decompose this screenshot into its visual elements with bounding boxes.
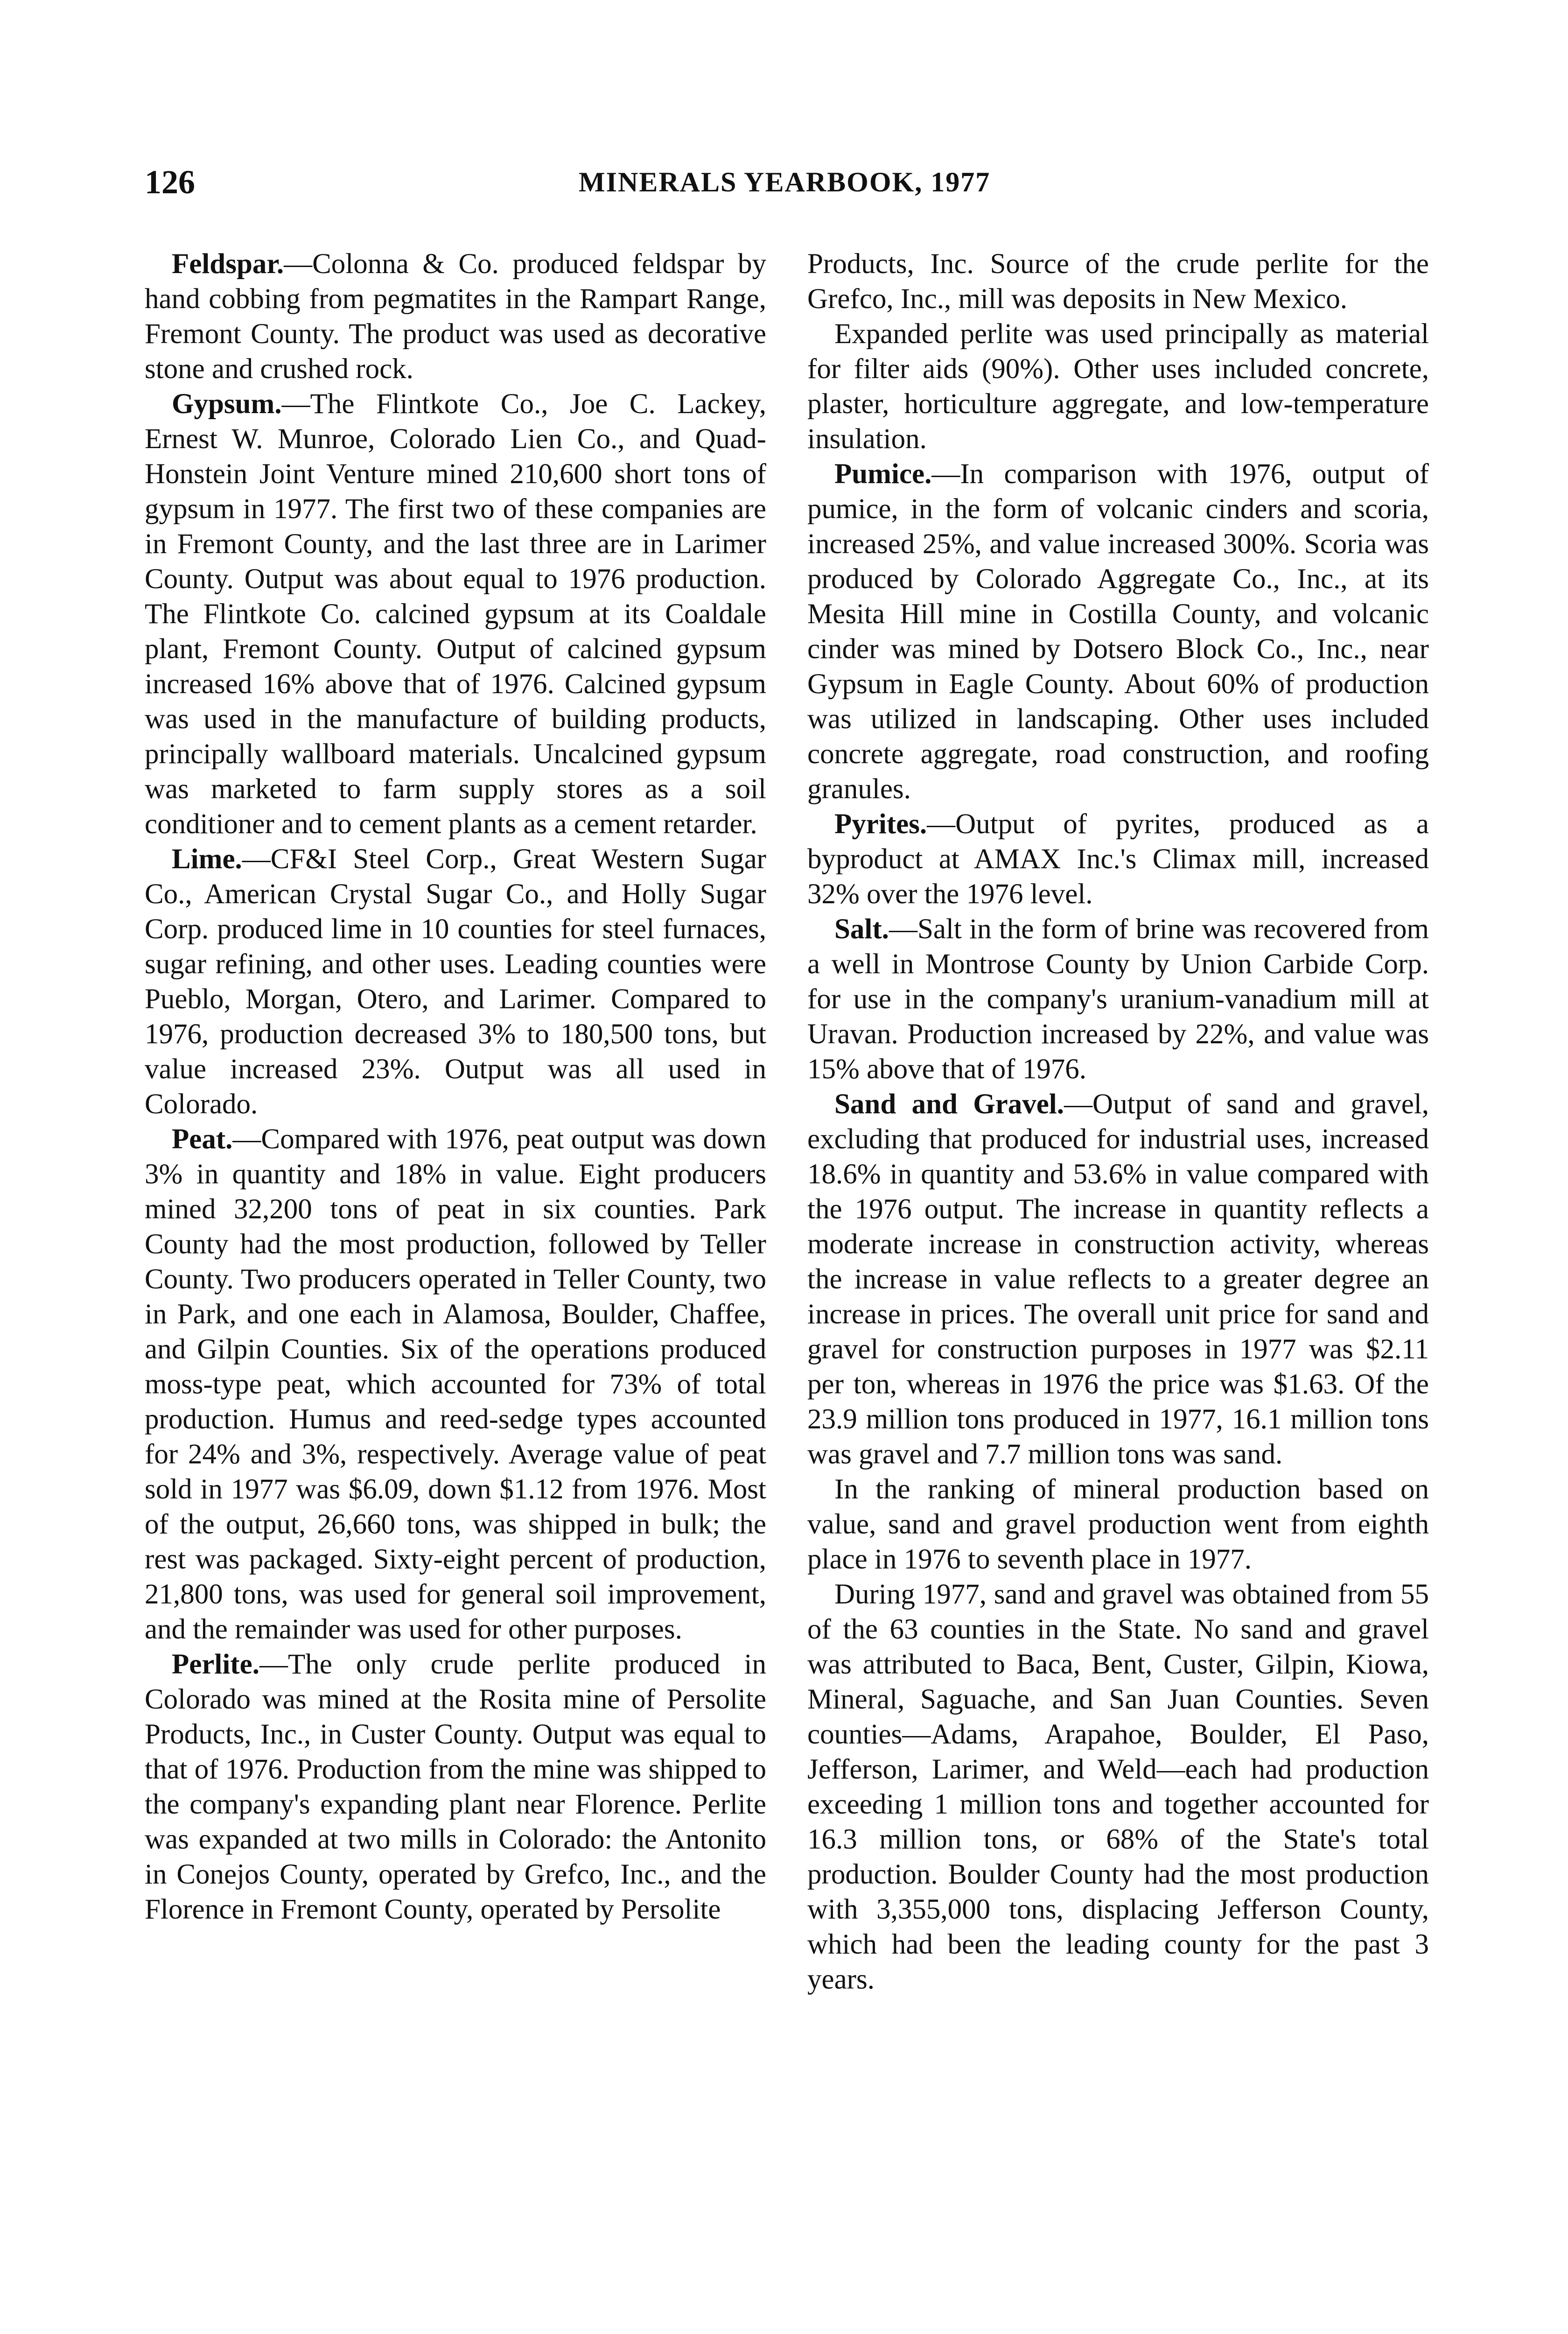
gypsum-paragraph	[145, 387, 766, 842]
feldspar-text: —Colonna & Co. produced feldspar by hand cobbing from pegmatites in the Rampart Range, Fremont County. The product was used as decorative stone and crushed rock.	[145, 248, 766, 385]
peat-heading: Peat.	[172, 1124, 233, 1155]
counties-paragraph: During 1977, sand and gravel was obtained from 55 of the 63 counties in the State. No sand and gravel was attributed to Baca, Bent, Custer, Gilpin, Kiowa, Mineral, Saguache, and San Juan Counties. Seven counties—Adams, Arapahoe, Boulder, El Paso, Jefferson, Larimer, and Weld—each had production exceeding 1 million tons and together accounted for 16.3 million tons, or 68% of the State's total production. Boulder County had the most production with 3,355,000 tons, displacing Jefferson County, which had been the leading county for the past 3 years.	[807, 1579, 1429, 1995]
lime-paragraph	[145, 842, 766, 1122]
left-column	[145, 246, 766, 1927]
lime-text: —CF&I Steel Corp., Great Western Sugar Co., American Crystal Sugar Co., and Holly Sugar Corp. produced lime in 10 counties for steel furnaces, sugar refining, and other uses. Leading counties were Pueblo, Morgan, Otero, and Larimer. Compared to 1976, production decreased 3% to 180,500 tons, but value increased 23%. Output was all used in Colorado.	[145, 844, 766, 1120]
perlite-paragraph	[145, 1647, 766, 1927]
pumice-paragraph	[807, 457, 1429, 807]
sand-gravel-paragraph	[807, 1087, 1429, 1472]
page-number: 126	[145, 163, 195, 201]
page-header	[145, 159, 1423, 205]
running-title: MINERALS YEARBOOK, 1977	[579, 167, 991, 197]
perlite-uses-paragraph: Expanded perlite was used principally as material for filter aids (90%). Other uses included concrete, plaster, horticulture aggregate, and low-temperature insulation.	[807, 318, 1429, 455]
perlite-continued-paragraph: Products, Inc. Source of the crude perlite for the Grefco, Inc., mill was deposits in New Mexico.	[807, 248, 1429, 315]
pyrites-paragraph	[807, 807, 1429, 912]
salt-paragraph	[807, 912, 1429, 1087]
pumice-heading: Pumice.	[834, 458, 932, 490]
sand-gravel-heading: Sand and Gravel.	[834, 1089, 1064, 1120]
perlite-text: —The only crude perlite produced in Colorado was mined at the Rosita mine of Persolite Products, Inc., in Custer County. Output was equal to that of 1976. Production from the mine was shipped to the company's expanding plant near Florence. Perlite was expanded at two mills in Colorado: the Antonito in Conejos County, operated by Grefco, Inc., and the Florence in Fremont County, operated by Persolite	[145, 1649, 766, 1925]
feldspar-paragraph	[145, 246, 766, 387]
perlite-heading: Perlite.	[172, 1649, 259, 1680]
salt-heading: Salt.	[834, 914, 889, 945]
gypsum-heading: Gypsum.	[172, 388, 282, 420]
gypsum-text: —The Flintkote Co., Joe C. Lackey, Ernest W. Munroe, Colorado Lien Co., and Quad-Honstein Joint Venture mined 210,600 short tons of gypsum in 1977. The first two of these companies are in Fremont County, and the last three are in Larimer County. Output was about equal to 1976 production. The Flintkote Co. calcined gypsum at its Coaldale plant, Fremont County. Output of calcined gypsum increased 16% above that of 1976. Calcined gypsum was used in the manufacture of building products, principally wallboard materials. Uncalcined gypsum was marketed to farm supply stores as a soil conditioner and to cement plants as a cement retarder.	[145, 388, 766, 840]
peat-paragraph	[145, 1122, 766, 1647]
peat-text: —Compared with 1976, peat output was down 3% in quantity and 18% in value. Eight producers mined 32,200 tons of peat in six counties. Park County had the most production, followed by Teller County. Two producers operated in Teller County, two in Park, and one each in Alamosa, Boulder, Chaffee, and Gilpin Counties. Six of the operations produced moss-type peat, which accounted for 73% of total production. Humus and reed-sedge types accounted for 24% and 3%, respectively. Average value of peat sold in 1977 was $6.09, down $1.12 from 1976. Most of the output, 26,660 tons, was shipped in bulk; the rest was packaged. Sixty-eight percent of production, 21,800 tons, was used for general soil improvement, and the remainder was used for other purposes.	[145, 1124, 766, 1645]
salt-text: —Salt in the form of brine was recovered from a well in Montrose County by Union Carbide Corp. for use in the company's uranium-vanadium mill at Uravan. Production increased by 22%, and value was 15% above that of 1976.	[807, 914, 1429, 1085]
ranking-paragraph: In the ranking of mineral production based on value, sand and gravel production went from eighth place in 1976 to seventh place in 1977.	[807, 1474, 1429, 1575]
pyrites-text: —Output of pyrites, produced as a byproduct at AMAX Inc.'s Climax mill, increased 32% over the 1976 level.	[807, 808, 1429, 910]
right-column	[807, 246, 1429, 1997]
feldspar-heading: Feldspar.	[172, 248, 284, 280]
lime-heading: Lime.	[172, 844, 242, 875]
pumice-text: —In comparison with 1976, output of pumice, in the form of volcanic cinders and scoria, increased 25%, and value increased 300%. Scoria was produced by Colorado Aggregate Co., Inc., at its Mesita Hill mine in Costilla County, and volcanic cinder was mined by Dotsero Block Co., Inc., near Gypsum in Eagle County. About 60% of production was utilized in landscaping. Other uses included concrete aggregate, road construction, and roofing granules.	[807, 458, 1429, 805]
sand-gravel-text: —Output of sand and gravel, excluding that produced for industrial uses, increased 18.6% in quantity and 53.6% in value compared with the 1976 output. The increase in quantity reflects a moderate increase in construction activity, whereas the increase in value reflects to a greater degree an increase in prices. The overall unit price for sand and gravel for construction purposes in 1977 was $2.11 per ton, whereas in 1976 the price was $1.63. Of the 23.9 million tons produced in 1977, 16.1 million tons was gravel and 7.7 million tons was sand.	[807, 1089, 1429, 1470]
pyrites-heading: Pyrites.	[834, 808, 927, 840]
